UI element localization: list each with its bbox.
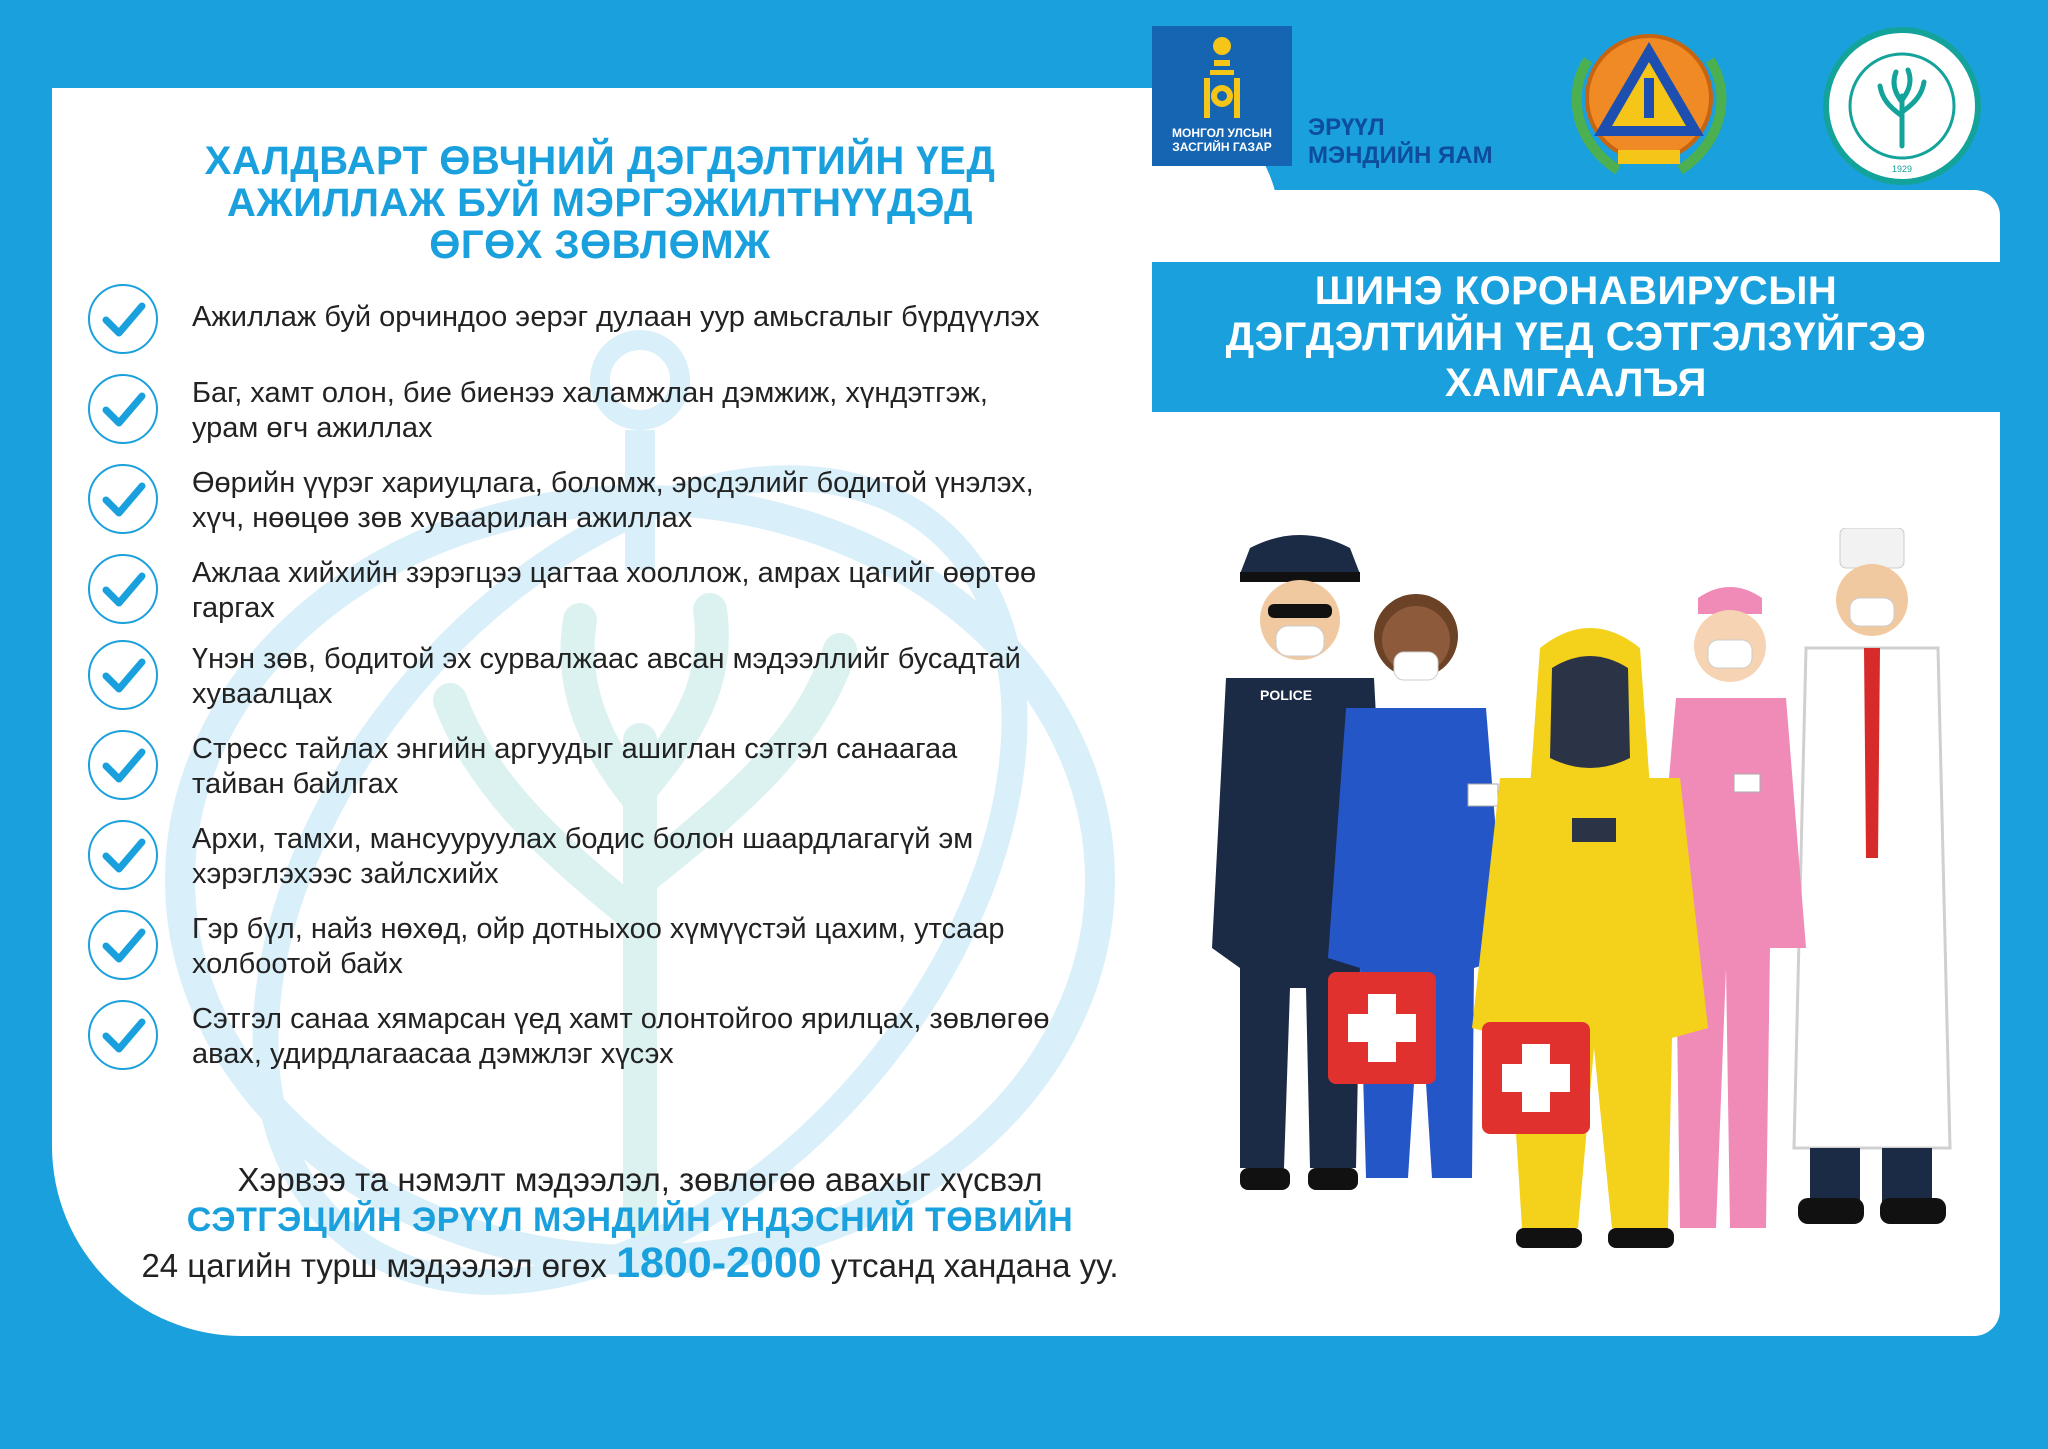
footer-line3-post: утсанд хандана уу. xyxy=(821,1247,1119,1284)
advice-text-line2: хүч, нөөцөө зөв хуваарилан ажиллах xyxy=(192,502,693,534)
banner-line3: ХАМГААЛЪЯ xyxy=(1445,361,1707,405)
checkmark-icon xyxy=(88,554,158,624)
coronavirus-banner xyxy=(1152,262,2000,412)
soyombo-icon xyxy=(1152,26,1292,126)
advice-text-line1: Өөрийн үүрэг хариуцлага, боломж, эрсдэлийг бодитой үнэлэх, xyxy=(192,467,1034,499)
hotline-number: 1800-2000 xyxy=(616,1239,822,1287)
advice-item xyxy=(88,820,1148,906)
advice-text-line2: тайван байлгах xyxy=(192,768,399,800)
advice-text xyxy=(192,732,1172,802)
contact-footer xyxy=(120,1160,1140,1289)
title-line1: ХАЛДВАРТ ӨВЧНИЙ ДЭГДЭЛТИЙН ҮЕД xyxy=(204,139,996,183)
advice-text-line2: гаргах xyxy=(192,592,275,624)
checkmark-icon xyxy=(88,820,158,890)
title-line3: ӨГӨХ ЗӨВЛӨМЖ xyxy=(429,223,771,267)
footer-center-name: СЭТГЭЦИЙН ЭРҮҮЛ МЭНДИЙН ҮНДЭСНИЙ ТӨВИЙН xyxy=(186,1201,1074,1239)
footer-line3 xyxy=(120,1240,1140,1289)
advice-text-line1: Сэтгэл санаа хямарсан үед хамт олонтойгоо ярилцах, зөвлөгөө xyxy=(192,1003,1050,1035)
advice-text xyxy=(192,642,1172,712)
advice-text xyxy=(192,822,1172,892)
police-badge-text: POLICE xyxy=(1260,687,1313,703)
advice-item xyxy=(88,1000,1148,1086)
footer-line1: Хэрвээ та нэмэлт мэдээлэл, зөвлөгөө авахыг хүсвэл xyxy=(237,1161,1043,1198)
checkmark-icon xyxy=(88,640,158,710)
hazmat-figure xyxy=(1472,628,1708,1248)
advice-text-line2: хэрэглэхээс зайлсхийх xyxy=(192,858,499,890)
advice-item xyxy=(88,554,1148,640)
doctor-figure xyxy=(1794,528,1950,1224)
advice-title xyxy=(160,140,1040,266)
center-logo-year: 1929 xyxy=(1891,164,1913,174)
footer-line3-pre: 24 цагийн турш мэдээлэл өгөх xyxy=(141,1247,617,1284)
advice-text xyxy=(192,376,1172,446)
checkmark-icon xyxy=(88,464,158,534)
mental-health-center-logo xyxy=(1822,26,1982,186)
title-line2: АЖИЛЛАЖ БУЙ МЭРГЭЖИЛТНҮҮДЭД xyxy=(227,181,973,225)
checkmark-icon xyxy=(88,284,158,354)
advice-text xyxy=(192,300,1172,335)
banner-line2: ДЭГДЭЛТИЙН ҮЕД СЭТГЭЛЗҮЙГЭЭ xyxy=(1225,315,1927,359)
checkmark-icon xyxy=(88,730,158,800)
advice-text-line2: хуваалцах xyxy=(192,678,333,710)
checkmark-icon xyxy=(88,1000,158,1070)
advice-text-line1: Гэр бүл, найз нөхөд, ойр дотныхоо хүмүүстэй цахим, утсаар xyxy=(192,913,1005,945)
advice-text xyxy=(192,466,1172,536)
gov-logo-text: МОНГОЛ УЛСЫН ЗАСГИЙН ГАЗАР xyxy=(1172,126,1272,154)
advice-item xyxy=(88,910,1148,996)
advice-text-line1: Архи, тамхи, мансууруулах бодис болон шаардлагагүй эм xyxy=(192,823,974,855)
advice-text-line1: Стресс тайлах энгийн аргуудыг ашиглан сэтгэл санаагаа xyxy=(192,733,958,765)
checkmark-icon xyxy=(88,910,158,980)
advice-item xyxy=(88,464,1148,550)
advice-item xyxy=(88,640,1148,726)
advice-text-line1: Ажлаа хийхийн зэрэгцээ цагтаа хооллож, амрах цагийг өөртөө xyxy=(192,557,1037,589)
banner-line1: ШИНЭ КОРОНАВИРУСЫН xyxy=(1314,269,1838,313)
advice-item xyxy=(88,730,1148,816)
professionals-illustration xyxy=(1210,528,1970,1248)
advice-text xyxy=(192,912,1172,982)
advice-text-line2: авах, удирдлагаасаа дэмжлэг хүсэх xyxy=(192,1038,674,1070)
advice-text xyxy=(192,1002,1172,1072)
ministry-name xyxy=(1308,114,1493,170)
government-logo xyxy=(1152,26,1292,166)
advice-text-line1: Баг, хамт олон, бие биенээ халамжлан дэмжиж, хүндэтгэж, xyxy=(192,377,988,409)
advice-item xyxy=(88,284,1148,370)
ministry-line2: МЭНДИЙН ЯАМ xyxy=(1308,142,1493,169)
advice-text-line2: урам өгч ажиллах xyxy=(192,412,433,444)
advice-text-line2: холбоотой байх xyxy=(192,948,403,980)
advice-text xyxy=(192,556,1172,626)
advice-text-line1: Ажиллаж буй орчиндоо эерэг дулаан уур амьсгалыг бүрдүүлэх xyxy=(192,301,1040,333)
ministry-line1: ЭРҮҮЛ xyxy=(1308,114,1385,141)
state-emblem-logo xyxy=(1558,20,1740,180)
advice-item xyxy=(88,374,1148,460)
checkmark-icon xyxy=(88,374,158,444)
advice-text-line1: Үнэн зөв, бодитой эх сурвалжаас авсан мэдээллийг бусадтай xyxy=(192,643,1021,675)
